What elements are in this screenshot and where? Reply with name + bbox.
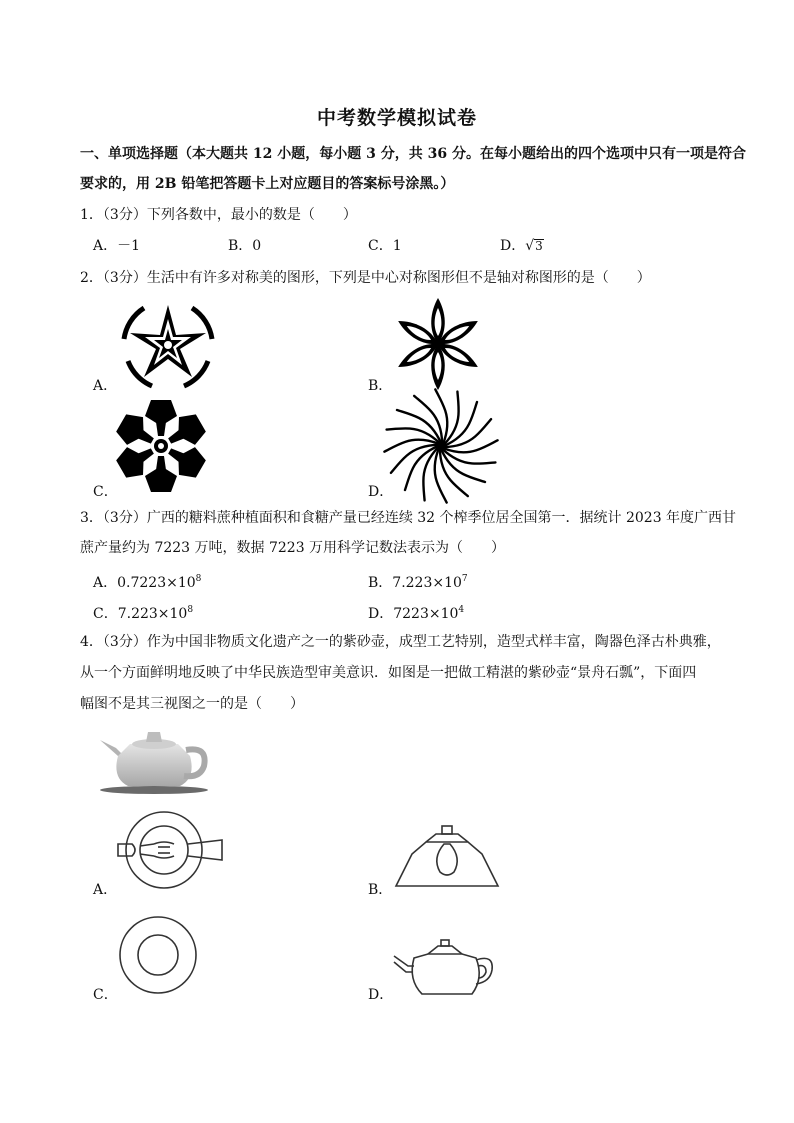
q4-stem-line1: 4．（3分）作为中国非物质文化遗产之一的紫砂壶，成型工艺特别，造型式样丰富，陶器色泽古朴典雅， — [80, 634, 721, 650]
q4-figure-b-side-view — [392, 822, 502, 894]
q2-figure-b — [388, 296, 488, 392]
q1-sqrt-radicand: 3 — [535, 239, 543, 253]
q3-option-c-exponent: 8 — [187, 605, 194, 615]
q1-option-d-label: D． — [500, 238, 526, 254]
q2-figure-d — [393, 396, 489, 496]
q4-stem-line3: 幅图不是其三视图之一的是（ ） — [80, 696, 304, 712]
q3-option-a: A．$0.7223\times 10^8$ — [93, 574, 202, 591]
q3-option-b: B．$7.223\times 10^7$ — [368, 574, 468, 591]
q1-sqrt-sign: √ — [525, 238, 535, 254]
q3-option-a-exponent: 8 — [195, 574, 202, 584]
section-heading-line1: 一、单项选择题（本大题共 12 小题，每小题 3 分，共 36 分。在每小题给出的四个选项中只有一项是符合 — [80, 146, 746, 162]
q3-option-c: C．$7.223\times 10^8$ — [93, 605, 194, 622]
page-title: 中考数学模拟试卷 — [316, 107, 477, 129]
q2-option-c: C． — [93, 484, 118, 500]
q3-option-d: D．$7223\times 10^4$ — [368, 605, 465, 622]
q3-option-d-exponent: 4 — [458, 605, 465, 615]
q4-figure-a-top-view — [118, 810, 228, 890]
q4-option-a: A． — [93, 882, 118, 898]
q4-option-b: B． — [368, 882, 393, 898]
section-heading-line2: 要求的，用 2B 铅笔把答题卡上对应题目的答案标号涂黑。） — [80, 176, 455, 192]
q1-option-a: A．－1 — [93, 238, 141, 254]
q2-figure-a — [118, 300, 218, 390]
q2-stem: 2．（3分）生活中有许多对称美的图形，下列是中心对称图形但不是轴对称图形的是（ ） — [80, 270, 651, 286]
q3-stem-line2: 蔗产量约为 7223 万吨，数据 7223 万用科学记数法表示为（ ） — [80, 540, 506, 556]
q2-option-d: D． — [368, 484, 394, 500]
q1-option-c: C．1 — [368, 238, 402, 254]
q3-stem-line1: 3．（3分）广西的糖料蔗种植面积和食糖产量已经连续 32 个榨季位居全国第一．据统计 2023 年度广西甘 — [80, 510, 737, 526]
q3-option-b-exponent: 7 — [461, 574, 468, 584]
q4-option-c: C． — [93, 987, 118, 1003]
q2-figure-c — [115, 398, 207, 494]
q1-stem: 1．（3分）下列各数中，最小的数是（ ） — [80, 207, 357, 223]
q4-figure-c-concentric-circles — [118, 914, 198, 996]
q2-option-a: A． — [93, 378, 118, 394]
q1-option-d — [500, 236, 544, 256]
q1-option-b: B．0 — [228, 238, 262, 254]
q4-option-d: D． — [368, 987, 394, 1003]
q4-stem-line2: 从一个方面鲜明地反映了中华民族造型审美意识．如图是一把做工精湛的紫砂壶“景舟石瓢”，下面四 — [80, 665, 697, 681]
q4-teapot-photo — [96, 726, 210, 794]
q4-figure-d-front-view — [392, 938, 500, 1000]
q2-option-b: B． — [368, 378, 393, 394]
